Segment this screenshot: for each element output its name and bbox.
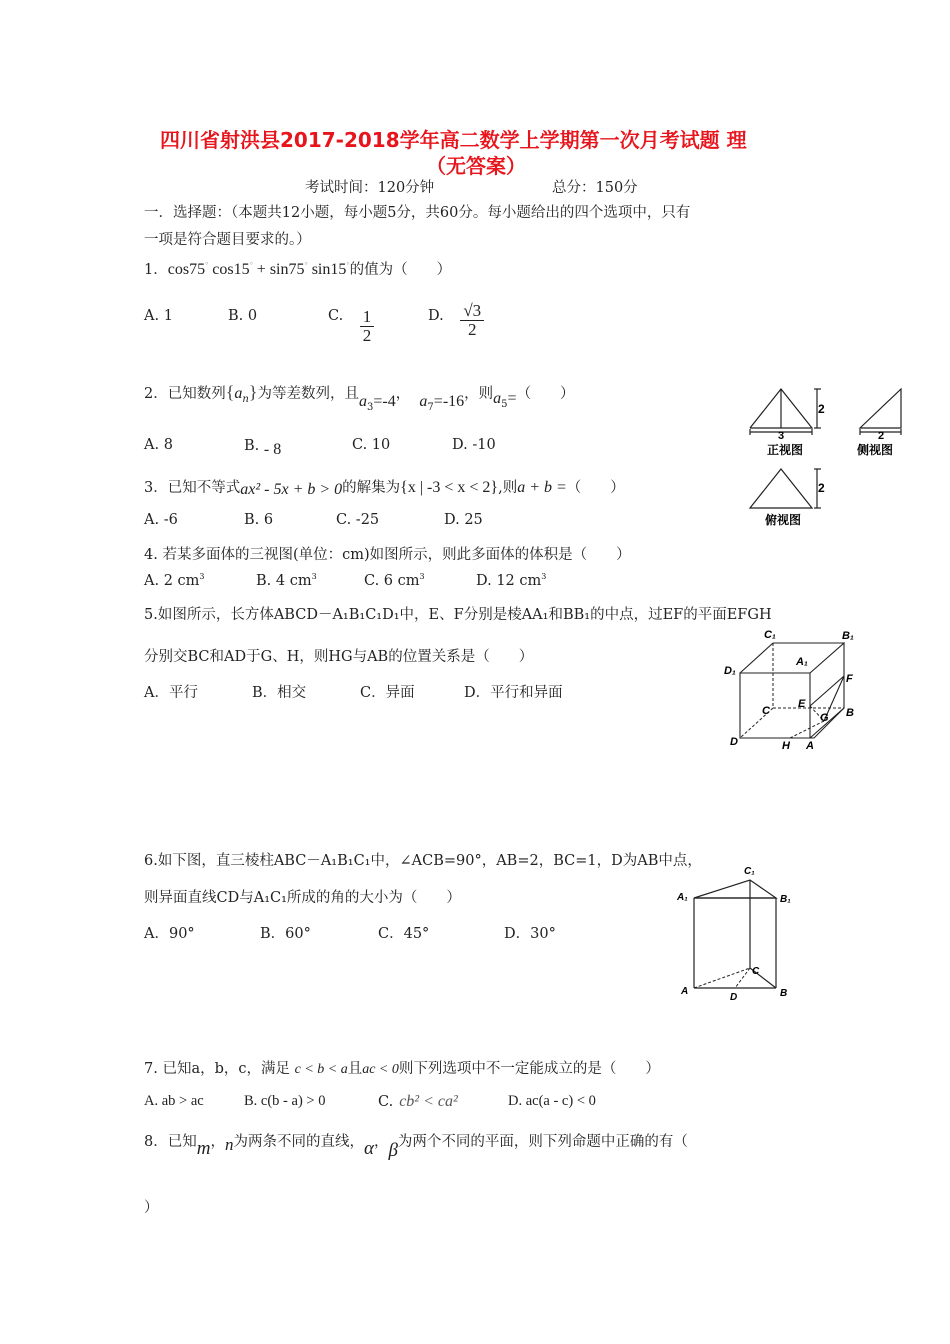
q1-option-d: D. $\frac{√3}{2}$ [428,302,484,339]
q4-option-b: B. 4 $cm^3$ [256,572,317,589]
q1-number: 1． [144,262,168,278]
question-6-line2: 则异面直线CD与A₁C₁所成的角的大小为（ ） [144,890,461,906]
q1-option-c: C. $\frac{1}{2}$ [328,308,374,345]
question-1 [144,258,451,279]
q4-option-d: D. 12 $cm^3$ [476,572,547,589]
q5-option-d: D．平行和异面 [464,685,563,701]
question-6-line1: 6.如下图，直三棱柱ABC－A₁B₁C₁中，∠ACB=90°，AB=2，BC=1，D为AB中点， [144,853,702,869]
q7-option-a: A. ab > ac [144,1093,204,1109]
q7-option-d: D. ac(a - c) < 0 [508,1093,596,1109]
q7-option-c: C. cb² < ca² [378,1093,458,1110]
exam-score: 总分：150分 [552,180,638,196]
q2-option-b: B. - 8 [244,438,282,458]
prism-label-a1: A₁ [677,892,688,903]
question-2: 2．已知数列$\{a_n\}$为等差数列，且$a_3=-4$， $a_7=-16$，则$a_5=$（ ） [144,382,575,413]
question-5-line1: 5.如图所示，长方体ABCD－A₁B₁C₁D₁中，E、F分别是棱AA₁和BB₁的中点，过EF的平面EFGH [144,607,772,623]
q6-option-d: D．30° [504,926,556,942]
q2-option-a: A. 8 [144,437,173,453]
question-5-line2: 分别交BC和AD于G、H，则HG与AB的位置关系是（ ） [144,649,534,665]
cuboid-label-d: D [730,736,738,748]
q3-option-a: A. -6 [144,512,178,528]
cuboid-label-a: A [806,740,814,752]
cuboid-label-d1: D₁ [724,665,736,677]
q5-option-b: B．相交 [252,685,307,701]
q6-option-a: A．90° [144,926,195,942]
cuboid-label-c: C [762,705,770,717]
doc-title-line2: （无答案） [426,154,526,178]
prism-label-a: A [681,986,689,997]
q8-close-paren: ） [144,1200,159,1216]
front-height-label: 2 [818,402,825,416]
q1-option-a: A. 1 [144,308,173,324]
q3-option-d: D. 25 [444,512,483,528]
q6-option-b: B．60° [260,926,311,942]
section-heading-line1: 一．选择题：（本题共12小题，每小题5分，共60分。每小题给出的四个选项中，只有 [144,205,691,221]
front-view-caption: 正视图 [767,443,804,457]
side-width-label: 2 [878,430,885,442]
exam-time: 考试时间：120分钟 [305,180,435,196]
cuboid-label-b: B [846,707,854,719]
q4-option-a: A. 2 $cm^3$ [144,572,205,589]
cuboid-figure [720,626,870,761]
prism-figure [672,862,802,1007]
q6-option-c: C．45° [378,926,430,942]
doc-title-line1: 四川省射洪县2017-2018学年高二数学上学期第一次月考试题 理 [160,128,747,152]
q3-inequality: ax² - 5x + b > 0 [240,481,343,498]
q1-expression: cos75° cos15° + sin75° sin15° [167,260,350,278]
cuboid-label-a1: A₁ [796,656,808,668]
q3-option-c: C. -25 [336,512,380,528]
prism-label-b: B [780,988,788,999]
prism-label-d: D [730,992,738,1003]
top-view-triangle [750,469,812,508]
side-view-triangle [860,389,901,428]
q2-option-d: D. -10 [452,437,496,453]
section-heading-line2: 一项是符合题目要求的。） [144,232,311,248]
prism-label-c: C [752,966,760,977]
q3-solution-set: {x | -3 < x < 2} [400,479,499,496]
question-8: 8．已知m，n为两条不同的直线，α，β为两个不同的平面，则下列命题中正确的有（ [144,1134,688,1161]
q3-option-b: B. 6 [244,512,274,528]
cuboid-label-c1: C₁ [764,629,776,641]
q2-option-c: C. 10 [352,437,391,453]
q5-option-a: A．平行 [144,685,198,701]
question-7: 7. 已知a，b，c，满足 c < b < a且ac < 0则下列选项中不一定能成立的是（ ） [144,1061,660,1077]
cuboid-label-f: F [846,673,853,685]
question-3: 3．已知不等式ax² - 5x + b > 0的解集为{x | -3 < x < 2},则a + b =（ ） [144,479,625,498]
question-4: 4. 若某多面体的三视图(单位：cm)如图所示，则此多面体的体积是（ ） [144,547,631,563]
three-view-figure [745,384,945,534]
q5-option-c: C．异面 [360,685,415,701]
q7-option-b: B. c(b - a) > 0 [244,1093,326,1109]
prism-label-b1: B₁ [780,894,791,905]
top-height-label: 2 [818,481,825,495]
prism-label-c1: C₁ [744,866,755,877]
cuboid-label-h: H [782,740,790,752]
q1-tail: 的值为（ ） [349,262,452,278]
cuboid-label-g: G [820,712,829,724]
cuboid-label-b1: B₁ [842,630,854,642]
q4-option-c: C. 6 $cm^3$ [364,572,425,589]
top-view-caption: 俯视图 [765,513,802,527]
q1-option-b: B. 0 [228,308,258,324]
front-width-label: 3 [778,430,785,442]
side-view-caption: 侧视图 [857,443,894,457]
cuboid-label-e: E [798,698,806,710]
